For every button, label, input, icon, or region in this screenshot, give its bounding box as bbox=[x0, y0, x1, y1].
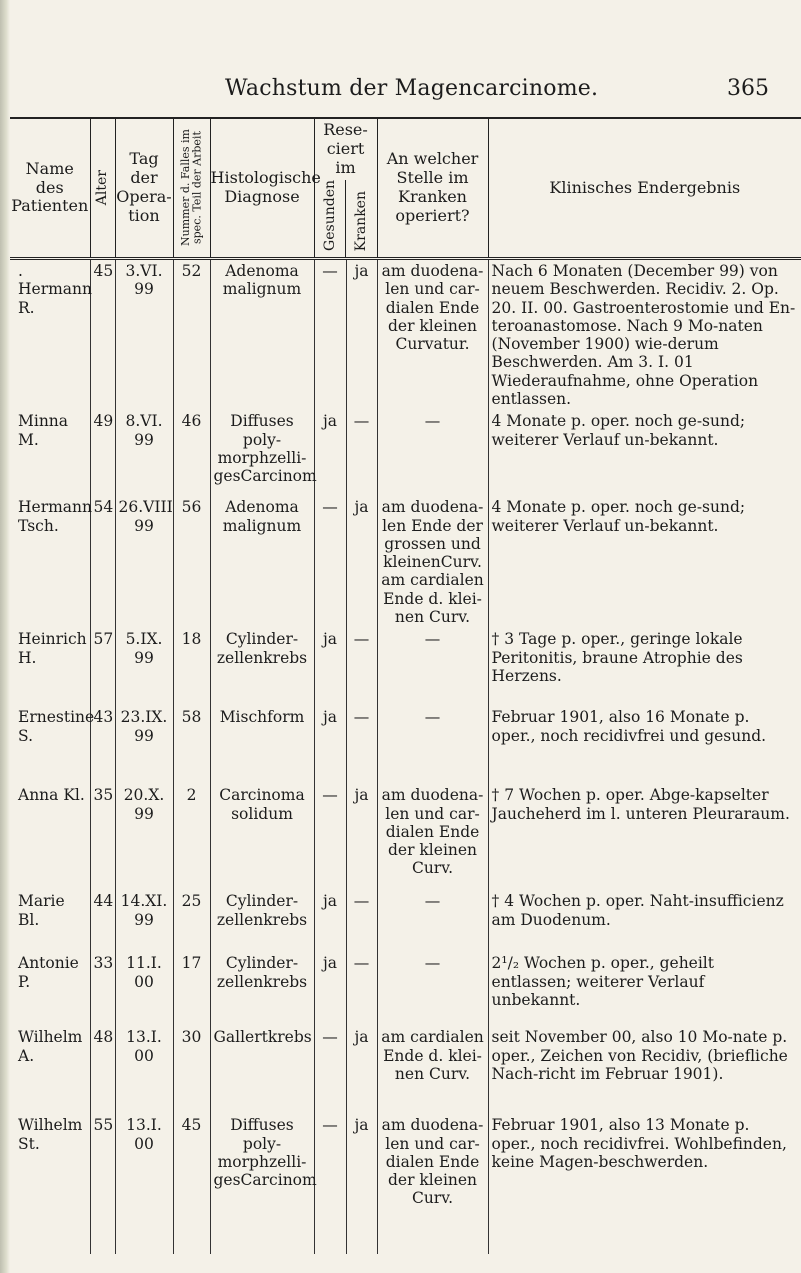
table-row bbox=[10, 1026, 801, 1114]
cell-diseased: ja bbox=[346, 1114, 377, 1254]
table-row bbox=[10, 496, 801, 628]
table-row bbox=[10, 410, 801, 496]
cell-result: 4 Monate p. oper. noch ge-sund; weiterer Verlauf un-bekannt. bbox=[488, 496, 801, 628]
cell-case: 2 bbox=[173, 784, 210, 890]
cell-diagnosis: Mischform bbox=[210, 706, 314, 784]
cell-healthy: ja bbox=[314, 628, 346, 706]
cell-name: Hermann Tsch. bbox=[18, 498, 93, 535]
cell-diagnosis: Gallertkrebs bbox=[210, 1026, 314, 1114]
cell-age: 54 bbox=[90, 496, 115, 628]
cell-case: 17 bbox=[173, 952, 210, 1026]
cell-case: 30 bbox=[173, 1026, 210, 1114]
cell-location: — bbox=[377, 706, 488, 784]
cell-location: am duodena-len und car-dialen Ende der kleinen Curv. bbox=[377, 784, 488, 890]
cell-location: am duodena-len und car-dialen Ende der kleinen Curv. bbox=[377, 1114, 488, 1254]
cell-name: Heinrich H. bbox=[18, 630, 87, 667]
cell-location: — bbox=[377, 952, 488, 1026]
cell-location: — bbox=[377, 410, 488, 496]
cell-date: 3.VI. 99 bbox=[115, 259, 173, 411]
cell-diagnosis: Cylinder-zellenkrebs bbox=[210, 628, 314, 706]
cell-name: Anna Kl. bbox=[18, 786, 85, 805]
cell-date: 11.I. 00 bbox=[115, 952, 173, 1026]
cell-date: 23.IX. 99 bbox=[115, 706, 173, 784]
cell-healthy: — bbox=[314, 1114, 346, 1254]
cell-date: 5.IX. 99 bbox=[115, 628, 173, 706]
col-header-age: Alter bbox=[90, 118, 115, 259]
cell-healthy: ja bbox=[314, 952, 346, 1026]
cell-healthy: ja bbox=[314, 410, 346, 496]
cell-age: 44 bbox=[90, 890, 115, 952]
running-header bbox=[0, 76, 801, 106]
cell-age: 49 bbox=[90, 410, 115, 496]
cell-diseased: — bbox=[346, 952, 377, 1026]
table-row bbox=[10, 784, 801, 890]
cell-case: 46 bbox=[173, 410, 210, 496]
page-number: 365 bbox=[727, 76, 769, 101]
col-header-case-number: Nummer d. Falles im spec. Teil der Arbeit bbox=[173, 118, 210, 259]
cell-case: 58 bbox=[173, 706, 210, 784]
cell-location: — bbox=[377, 890, 488, 952]
cell-name: Wilhelm A. bbox=[18, 1028, 83, 1065]
cell-healthy: — bbox=[314, 784, 346, 890]
col-header-date: Tag der Opera-tion bbox=[115, 118, 173, 259]
cell-date: 13.I. 00 bbox=[115, 1114, 173, 1254]
cell-case: 52 bbox=[173, 259, 210, 411]
table-row bbox=[10, 706, 801, 784]
cell-healthy: — bbox=[314, 1026, 346, 1114]
col-header-resected: Rese-ciert im Gesunden Kranken bbox=[314, 118, 377, 259]
cell-age: 57 bbox=[90, 628, 115, 706]
cell-date: 26.VIII 99 bbox=[115, 496, 173, 628]
table-header-row bbox=[10, 118, 801, 259]
cell-result: † 3 Tage p. oper., geringe lokale Peritonitis, braune Atrophie des Herzens. bbox=[488, 628, 801, 706]
col-header-diseased: Kranken bbox=[353, 190, 370, 251]
cell-age: 43 bbox=[90, 706, 115, 784]
col-header-location: An welcher Stelle im Kranken operiert? bbox=[377, 118, 488, 259]
cell-name: Marie Bl. bbox=[18, 892, 65, 929]
cell-diseased: — bbox=[346, 890, 377, 952]
col-header-healthy: Gesunden bbox=[321, 180, 338, 251]
cell-name: Wilhelm St. bbox=[18, 1116, 83, 1153]
running-title: Wachstum der Magencarcinome. bbox=[225, 76, 599, 101]
cell-diagnosis: Adenoma malignum bbox=[210, 259, 314, 411]
cell-diseased: — bbox=[346, 706, 377, 784]
cell-diagnosis: Adenoma malignum bbox=[210, 496, 314, 628]
cell-location: — bbox=[377, 628, 488, 706]
cell-result: Februar 1901, also 16 Monate p. oper., noch recidivfrei und gesund. bbox=[488, 706, 801, 784]
cell-diseased: ja bbox=[346, 784, 377, 890]
col-header-diagnosis: Histologische Diagnose bbox=[210, 118, 314, 259]
cell-case: 18 bbox=[173, 628, 210, 706]
table-row bbox=[10, 952, 801, 1026]
cell-name: Ernestine S. bbox=[18, 708, 95, 745]
cell-healthy: — bbox=[314, 496, 346, 628]
cell-diagnosis: Diffuses poly-morphzelli-gesCarcinom bbox=[210, 1114, 314, 1254]
cell-age: 33 bbox=[90, 952, 115, 1026]
cell-result: Februar 1901, also 13 Monate p. oper., noch recidivfrei. Wohlbefinden, keine Magen-beschwerden. bbox=[488, 1114, 801, 1254]
cell-name: Antonie P. bbox=[18, 954, 79, 991]
cell-healthy: ja bbox=[314, 706, 346, 784]
cell-age: 55 bbox=[90, 1114, 115, 1254]
table-row bbox=[10, 259, 801, 411]
table-row bbox=[10, 1114, 801, 1254]
cell-age: 35 bbox=[90, 784, 115, 890]
cell-date: 14.XI. 99 bbox=[115, 890, 173, 952]
cell-name: Minna M. bbox=[18, 412, 69, 449]
patient-table bbox=[10, 117, 801, 1254]
cell-date: 13.I. 00 bbox=[115, 1026, 173, 1114]
cell-diseased: ja bbox=[346, 259, 377, 411]
cell-diagnosis: Carcinoma solidum bbox=[210, 784, 314, 890]
cell-result: Nach 6 Monaten (December 99) von neuem Beschwerden. Recidiv. 2. Op. 20. II. 00. Gastroenterostomie und En-teroanastomose. Nach 9 Mo-naten (November 1900) wie-derum Beschwerden. Am 3. I. 01 Wiederaufnahme, ohne Operation entlassen. bbox=[488, 259, 801, 411]
cell-healthy: ja bbox=[314, 890, 346, 952]
cell-name: . Hermann R. bbox=[18, 262, 93, 317]
cell-location: am duodena-len Ende der grossen und kleinenCurv. am cardialen Ende d. klei-nen Curv. bbox=[377, 496, 488, 628]
cell-result: seit November 00, also 10 Mo-nate p. oper., Zeichen von Recidiv, (briefliche Nach-richt im Februar 1901). bbox=[488, 1026, 801, 1114]
col-header-result: Klinisches Endergebnis bbox=[488, 118, 801, 259]
cell-case: 25 bbox=[173, 890, 210, 952]
cell-case: 56 bbox=[173, 496, 210, 628]
cell-result: † 7 Wochen p. oper. Abge-kapselter Jaucheherd im l. unteren Pleuraraum. bbox=[488, 784, 801, 890]
cell-location: am cardialen Ende d. klei-nen Curv. bbox=[377, 1026, 488, 1114]
page-binding-edge bbox=[0, 0, 10, 1273]
table-row bbox=[10, 890, 801, 952]
cell-result: 4 Monate p. oper. noch ge-sund; weiterer Verlauf un-bekannt. bbox=[488, 410, 801, 496]
cell-diagnosis: Diffuses poly-morphzelli-gesCarcinom bbox=[210, 410, 314, 496]
col-header-name: Name des Patienten bbox=[10, 118, 90, 259]
cell-result: 2¹/₂ Wochen p. oper., geheilt entlassen; weiterer Verlauf unbekannt. bbox=[488, 952, 801, 1026]
cell-diseased: — bbox=[346, 410, 377, 496]
cell-result: † 4 Wochen p. oper. Naht-insufficienz am Duodenum. bbox=[488, 890, 801, 952]
cell-diagnosis: Cylinder-zellenkrebs bbox=[210, 952, 314, 1026]
cell-diseased: ja bbox=[346, 496, 377, 628]
cell-case: 45 bbox=[173, 1114, 210, 1254]
table-row bbox=[10, 628, 801, 706]
cell-diseased: ja bbox=[346, 1026, 377, 1114]
cell-date: 20.X. 99 bbox=[115, 784, 173, 890]
cell-location: am duodena-len und car-dialen Ende der kleinen Curvatur. bbox=[377, 259, 488, 411]
cell-age: 45 bbox=[90, 259, 115, 411]
cell-diseased: — bbox=[346, 628, 377, 706]
cell-age: 48 bbox=[90, 1026, 115, 1114]
cell-diagnosis: Cylinder-zellenkrebs bbox=[210, 890, 314, 952]
cell-date: 8.VI. 99 bbox=[115, 410, 173, 496]
cell-healthy: — bbox=[314, 259, 346, 411]
